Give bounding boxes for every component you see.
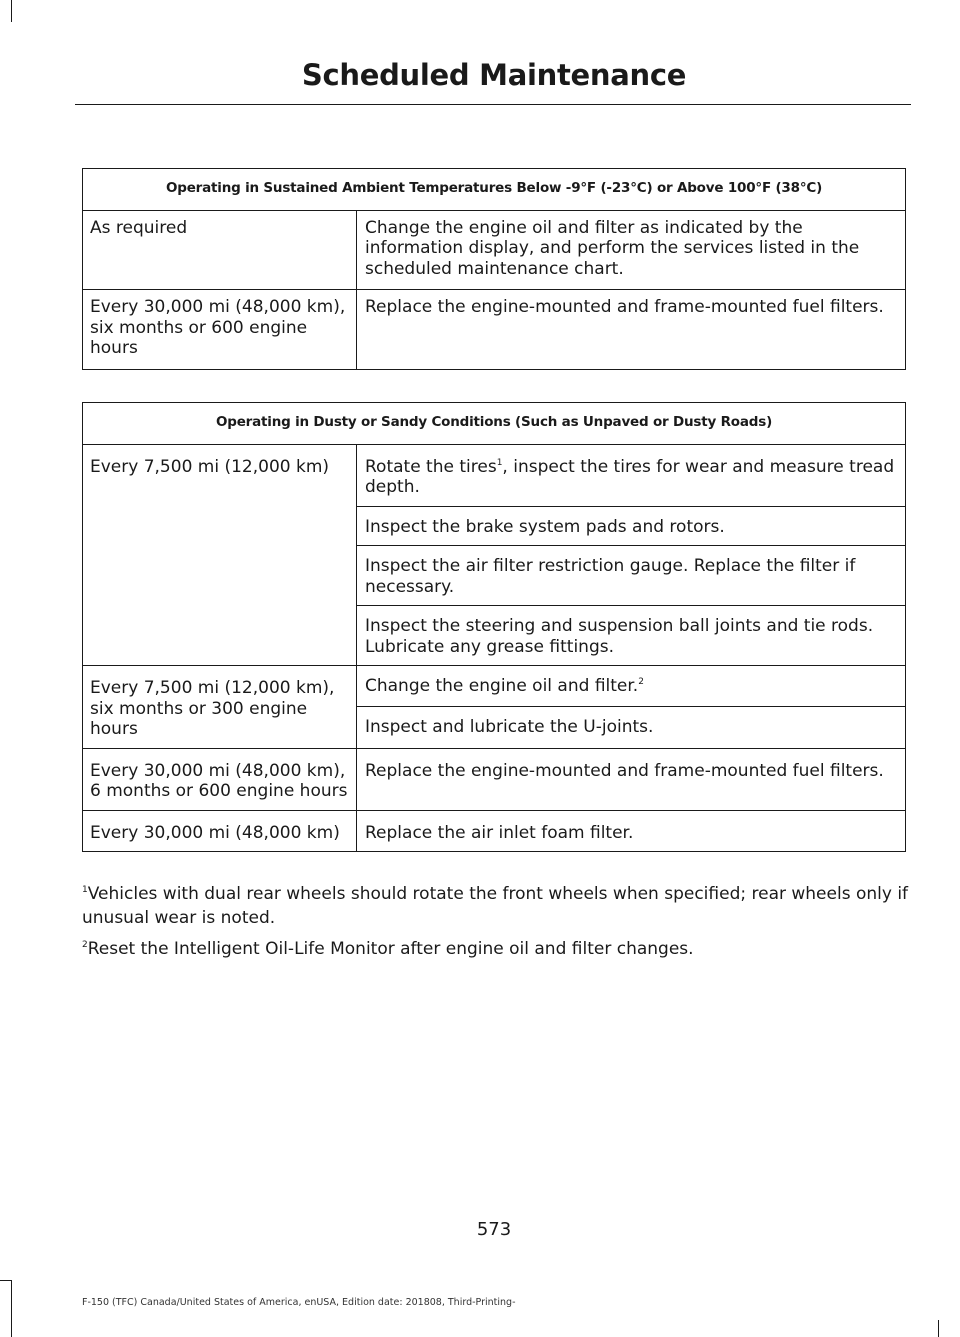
crop-mark <box>11 0 12 22</box>
service-cell <box>357 444 906 506</box>
footnote <box>82 882 910 930</box>
table-row <box>83 290 906 370</box>
table-row <box>83 748 906 810</box>
table-row <box>83 666 906 707</box>
service-cell: Replace the air inlet foam filter. <box>357 810 906 852</box>
footnote-mark: 1 <box>82 885 88 895</box>
service-cell: Change the engine oil and filter as indicated by the information display, and perform the services listed in the scheduled maintenance chart. <box>357 210 906 290</box>
service-cell: Inspect the brake system pads and rotors. <box>357 506 906 546</box>
footnote <box>82 937 910 961</box>
interval-cell: Every 7,500 mi (12,000 km), six months or 300 engine hours <box>83 666 357 749</box>
service-cell <box>357 666 906 707</box>
sustained-temperature-table <box>82 168 906 370</box>
interval-cell: Every 30,000 mi (48,000 km) <box>83 810 357 852</box>
table-row <box>83 810 906 852</box>
interval-cell: Every 30,000 mi (48,000 km), 6 months or 600 engine hours <box>83 748 357 810</box>
footnote-ref: 2 <box>638 677 644 687</box>
footnote-ref: 1 <box>496 457 503 468</box>
crop-mark <box>0 1280 11 1281</box>
interval-cell: As required <box>83 210 357 290</box>
dusty-conditions-table <box>82 402 906 852</box>
service-cell: Inspect the steering and suspension ball joints and tie rods. Lubricate any grease fittings. <box>357 606 906 666</box>
service-cell: Replace the engine-mounted and frame-mounted fuel filters. <box>357 290 906 370</box>
service-cell: Replace the engine-mounted and frame-mounted fuel filters. <box>357 748 906 810</box>
interval-cell: Every 7,500 mi (12,000 km) <box>83 444 357 666</box>
title-divider <box>75 104 911 105</box>
footnotes <box>82 882 910 968</box>
page-number: 573 <box>476 1219 512 1240</box>
footnote-mark: 2 <box>82 940 88 950</box>
service-text: Change the engine oil and filter. <box>365 676 639 696</box>
crop-mark <box>938 1320 939 1337</box>
interval-cell: Every 30,000 mi (48,000 km), six months or 600 engine hours <box>83 290 357 370</box>
service-text: , inspect the tires for wear and measure tread depth. <box>365 456 895 497</box>
crop-mark <box>11 1280 12 1337</box>
table-header: Operating in Dusty or Sandy Conditions (Such as Unpaved or Dusty Roads) <box>83 403 906 445</box>
edition-line: F-150 (TFC) Canada/United States of America, enUSA, Edition date: 201808, Third-Printing- <box>82 1297 516 1308</box>
service-cell: Inspect the air filter restriction gauge. Replace the filter if necessary. <box>357 546 906 606</box>
table-header: Operating in Sustained Ambient Temperatures Below -9°F (-23°C) or Above 100°F (38°C) <box>83 169 906 211</box>
service-text: Rotate the tires <box>365 456 497 477</box>
table-row <box>83 210 906 290</box>
footnote-text: Reset the Intelligent Oil-Life Monitor after engine oil and filter changes. <box>87 939 694 959</box>
service-cell: Inspect and lubricate the U-joints. <box>357 707 906 748</box>
footnote-text: Vehicles with dual rear wheels should rotate the front wheels when specified; rear wheels only if unusual wear is noted. <box>82 884 909 928</box>
table-row <box>83 444 906 506</box>
page-title: Scheduled Maintenance <box>301 58 687 92</box>
